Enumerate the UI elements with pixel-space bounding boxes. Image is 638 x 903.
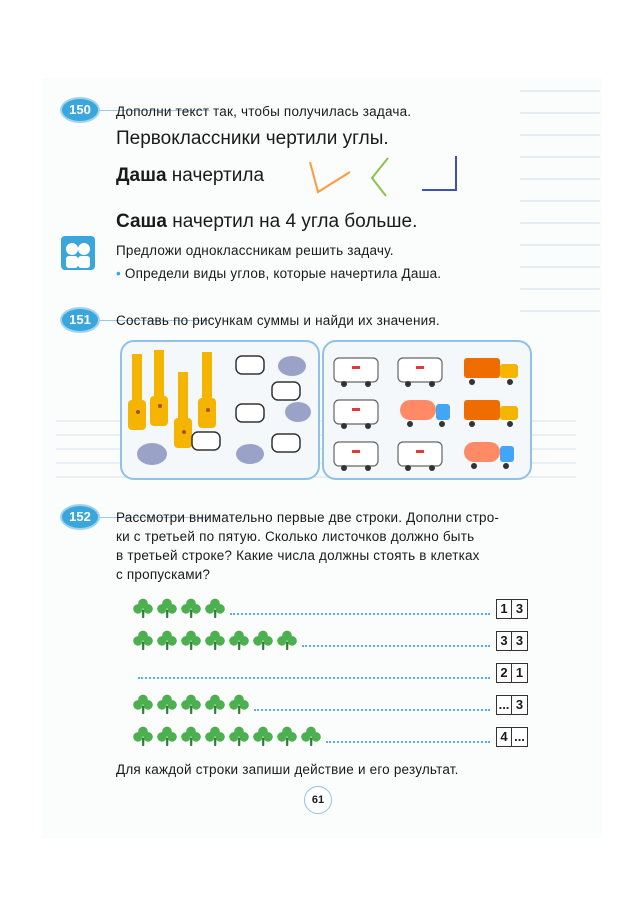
number-cells: [497, 631, 528, 651]
clover-leaf-icon: [156, 725, 178, 747]
clover-leaf-icon: [132, 725, 154, 747]
number-cell: 3: [511, 631, 528, 651]
leaf-row: [132, 693, 252, 715]
exercise-number-badge: 150: [62, 99, 98, 121]
angle-acute-orange: [310, 162, 350, 192]
dotted-line: [230, 613, 490, 615]
missing-number-cell[interactable]: ...: [511, 727, 528, 747]
exercise-number-badge: 151: [62, 309, 98, 331]
text-line: Первоклассники чертили углы.: [116, 128, 389, 149]
clover-leaf-icon: [300, 725, 322, 747]
bullet-marker: •: [116, 266, 121, 281]
text-line: Предложи одноклассникам решить задачу.: [116, 243, 394, 258]
number-cell: 3: [511, 599, 528, 619]
page-number: 61: [304, 786, 332, 814]
dotted-line: [302, 645, 490, 647]
number-cell: 4: [496, 727, 513, 747]
clover-leaf-icon: [180, 725, 202, 747]
clover-leaf-icon: [156, 693, 178, 715]
animals-illustration: [122, 342, 318, 478]
dotted-line: [254, 709, 490, 711]
clover-leaf-icon: [276, 629, 298, 651]
clover-leaf-icon: [204, 725, 226, 747]
leaf-row: [132, 597, 228, 619]
clover-leaf-icon: [204, 597, 226, 619]
vehicles-panel: [322, 340, 532, 480]
clover-leaf-icon: [156, 597, 178, 619]
bleed-through-text: [520, 90, 600, 330]
text-fragment: начертила: [171, 165, 265, 186]
bullet-line: [116, 266, 441, 281]
clover-leaf-icon: [276, 725, 298, 747]
number-cell: 1: [511, 663, 528, 683]
footer-instruction: Для каждой строки запиши действие и его результат.: [116, 762, 459, 777]
number-cells: [497, 695, 528, 715]
vehicles-illustration: [324, 342, 530, 478]
number-cells: [497, 727, 528, 747]
text-line-sasha: [116, 211, 417, 233]
number-cell: 1: [496, 599, 513, 619]
number-cell: 3: [496, 631, 513, 651]
clover-leaf-icon: [132, 629, 154, 651]
clover-leaf-icon: [156, 629, 178, 651]
leaf-row: [132, 629, 300, 651]
text-fragment: начертил на 4 угла больше.: [172, 211, 418, 232]
clover-leaf-icon: [228, 693, 250, 715]
name-dasha: Даша: [116, 165, 167, 186]
number-cell: 2: [496, 663, 513, 683]
number-cell: 3: [511, 695, 528, 715]
animals-panel: [120, 340, 320, 480]
leaf-row: [132, 725, 324, 747]
text-line: ки с третьей по пятую. Сколько листочков должно быть: [116, 529, 475, 544]
clover-leaf-icon: [180, 693, 202, 715]
exercise-instruction: Составь по рисункам суммы и найди их значения.: [116, 313, 440, 328]
missing-number-cell[interactable]: ...: [496, 695, 513, 715]
text-line: Рассмотри внимательно первые две строки. Дополни стро-: [116, 510, 500, 525]
name-sasha: Саша: [116, 211, 167, 232]
clover-leaf-icon: [204, 693, 226, 715]
clover-leaf-icon: [180, 629, 202, 651]
number-cells: [497, 599, 528, 619]
exercise-number-badge: 152: [62, 506, 98, 528]
clover-leaf-icon: [204, 629, 226, 651]
clover-leaf-icon: [228, 725, 250, 747]
dotted-line: [326, 741, 490, 743]
angle-right-blue: [422, 156, 456, 190]
exercise-instruction: Дополни текст так, чтобы получилась задача.: [116, 104, 412, 119]
text-fragment: Определи виды углов, которые начертила Даша.: [124, 266, 442, 281]
angle-obtuse-green: [372, 158, 388, 196]
text-line-dasha: [116, 165, 264, 187]
text-line: в третьей строке? Какие числа должны стоять в клетках: [116, 548, 480, 563]
clover-leaf-icon: [180, 597, 202, 619]
clover-leaf-icon: [132, 693, 154, 715]
dotted-line: [138, 677, 490, 679]
clover-leaf-icon: [132, 597, 154, 619]
pair-work-icon: [60, 235, 96, 271]
text-line: с пропусками?: [116, 567, 211, 582]
clover-leaf-icon: [252, 629, 274, 651]
angle-drawings: [300, 148, 470, 204]
number-cells: [497, 663, 528, 683]
clover-leaf-icon: [228, 629, 250, 651]
clover-leaf-icon: [252, 725, 274, 747]
